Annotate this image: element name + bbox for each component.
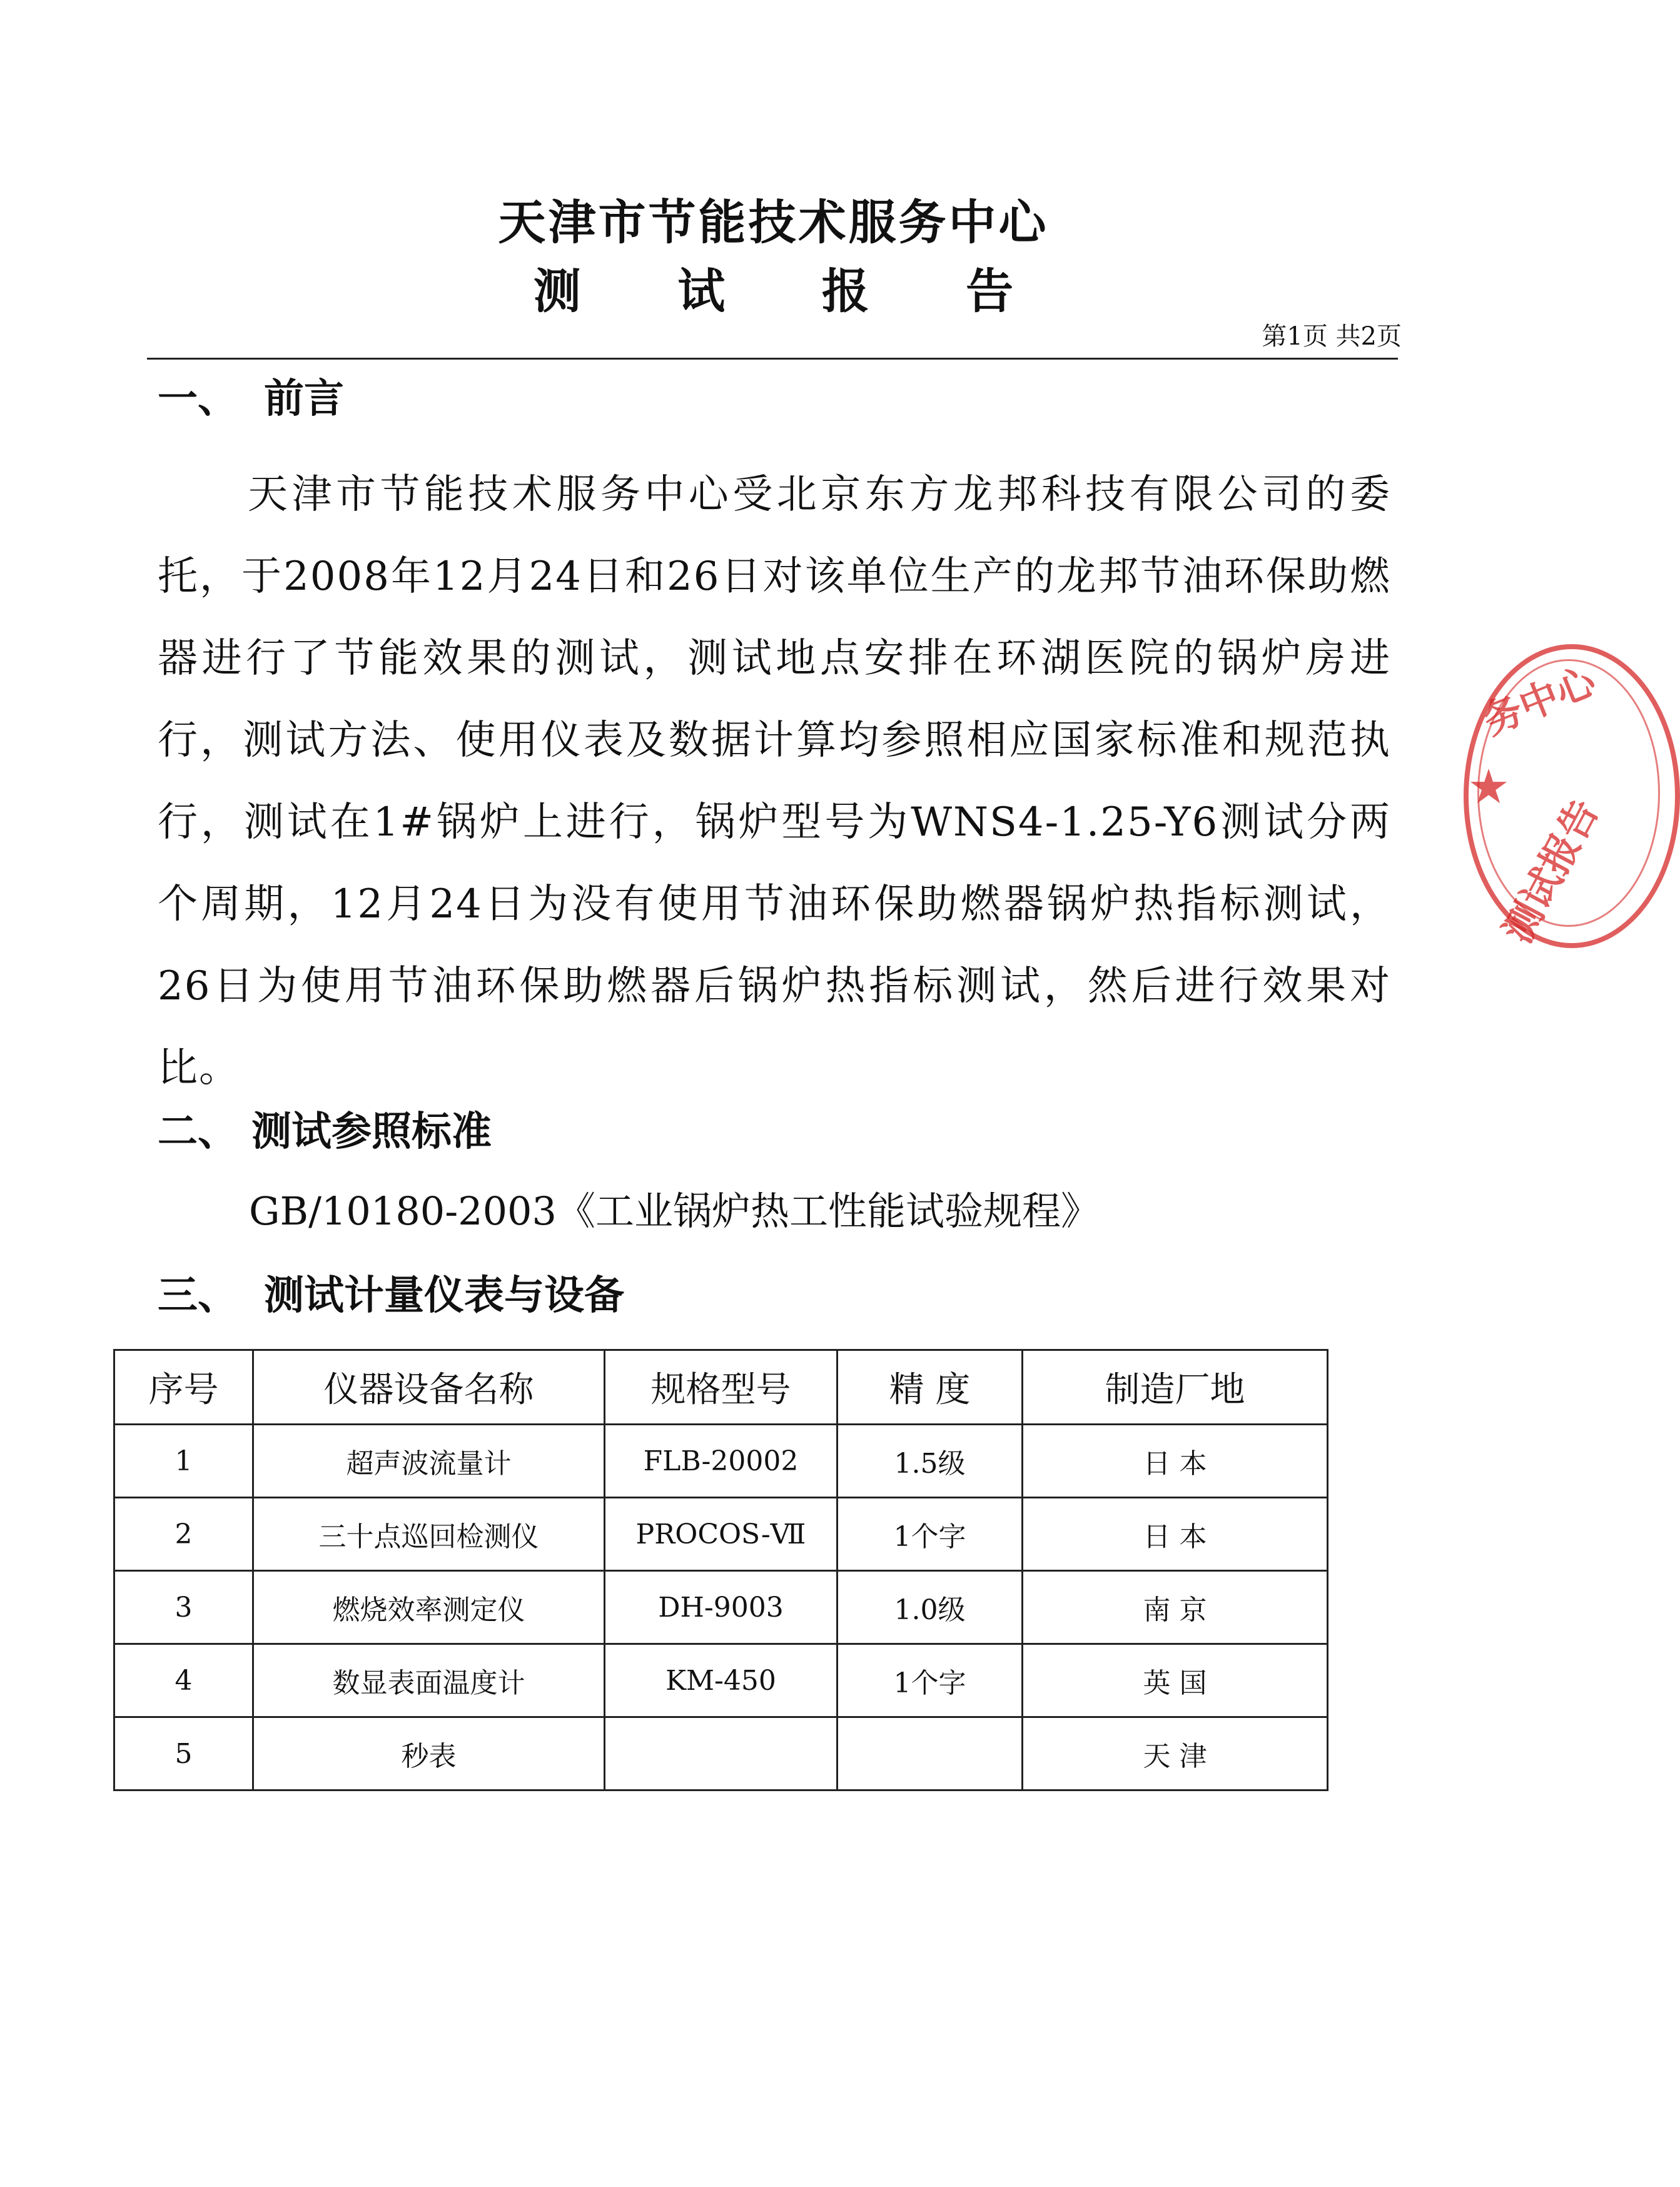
organization-title: 天津市节能技术服务中心 — [498, 194, 1049, 250]
preface-paragraph: 天津市节能技术服务中心受北京东方龙邦科技有限公司的委托，于2008年12月24日和26日对该单位生产的龙邦节油环保助燃器进行了节能效果的测试，测试地点安排在环湖医院的锅炉房进行，测试方法、使用仪表及数据计算均参照相应国家标准和规范执行，测试在1#锅炉上进行，锅炉型号为WNS4-1.25-Y6测试分两个周期，12月24日为没有使用节油环保助燃器锅炉热指标测试，26日为使用节油环保助燃器后锅炉热指标测试，然后进行效果对比。 — [158, 472, 1391, 1091]
cell-index: 2 — [114, 1498, 253, 1571]
header-divider — [147, 358, 1398, 360]
section-heading-preface — [158, 375, 344, 422]
section-number: 三、 — [158, 1272, 238, 1319]
section-title: 测试参照标准 — [251, 1108, 492, 1155]
cell-manufacturer-location: 日 本 — [1023, 1425, 1328, 1498]
cell-manufacturer-location: 英 国 — [1023, 1644, 1328, 1717]
cell-instrument-name: 超声波流量计 — [253, 1425, 605, 1498]
cell-index: 3 — [114, 1571, 253, 1644]
table-row — [114, 1717, 1328, 1791]
cell-accuracy — [837, 1717, 1023, 1791]
seal-text-bottom: 测试报告 — [1494, 792, 1608, 951]
cell-accuracy: 1个字 — [837, 1644, 1023, 1717]
cell-model: KM-450 — [605, 1644, 837, 1717]
cell-manufacturer-location: 天 津 — [1023, 1717, 1328, 1791]
cell-manufacturer-location: 南 京 — [1023, 1571, 1328, 1644]
section-heading-instruments — [158, 1272, 624, 1319]
cell-index: 1 — [114, 1425, 253, 1498]
table-row — [114, 1644, 1328, 1717]
page-number: 第1页 共2页 — [1262, 322, 1402, 351]
table-header-row — [114, 1350, 1328, 1425]
seal-text-top: 务中心 — [1476, 657, 1602, 744]
cell-accuracy: 1.0级 — [837, 1571, 1023, 1644]
header-instrument-name: 仪器设备名称 — [253, 1350, 605, 1425]
header-manufacturer-location: 制造厂地 — [1023, 1350, 1328, 1425]
cell-model: FLB-20002 — [605, 1425, 837, 1498]
report-title: 测 试 报 告 — [533, 263, 1054, 319]
cell-instrument-name: 燃烧效率测定仪 — [253, 1571, 605, 1644]
table-row — [114, 1425, 1328, 1498]
cell-instrument-name: 秒表 — [253, 1717, 605, 1791]
cell-instrument-name: 数显表面温度计 — [253, 1644, 605, 1717]
cell-accuracy: 1个字 — [837, 1498, 1023, 1571]
section-title: 测试计量仪表与设备 — [264, 1272, 624, 1319]
instrument-table — [113, 1349, 1328, 1791]
section-number: 一、 — [158, 375, 238, 422]
table-row — [114, 1571, 1328, 1644]
cell-accuracy: 1.5级 — [837, 1425, 1023, 1498]
cell-model: PROCOS-Ⅶ — [605, 1498, 837, 1571]
cell-model: DH-9003 — [605, 1571, 837, 1644]
cell-manufacturer-location: 日 本 — [1023, 1498, 1328, 1571]
section-heading-standards — [158, 1108, 492, 1155]
header-accuracy: 精 度 — [837, 1350, 1023, 1425]
cell-index: 5 — [114, 1717, 253, 1791]
header-index: 序号 — [114, 1350, 253, 1425]
reference-standard: GB/10180-2003《工业锅炉热工性能试验规程》 — [249, 1188, 1100, 1234]
section-title: 前言 — [264, 375, 344, 422]
header-model: 规格型号 — [605, 1350, 837, 1425]
seal-star-icon: ★ — [1467, 759, 1510, 814]
cell-model — [605, 1717, 837, 1791]
section-number: 二、 — [158, 1108, 238, 1155]
cell-instrument-name: 三十点巡回检测仪 — [253, 1498, 605, 1571]
cell-index: 4 — [114, 1644, 253, 1717]
table-row — [114, 1498, 1328, 1571]
